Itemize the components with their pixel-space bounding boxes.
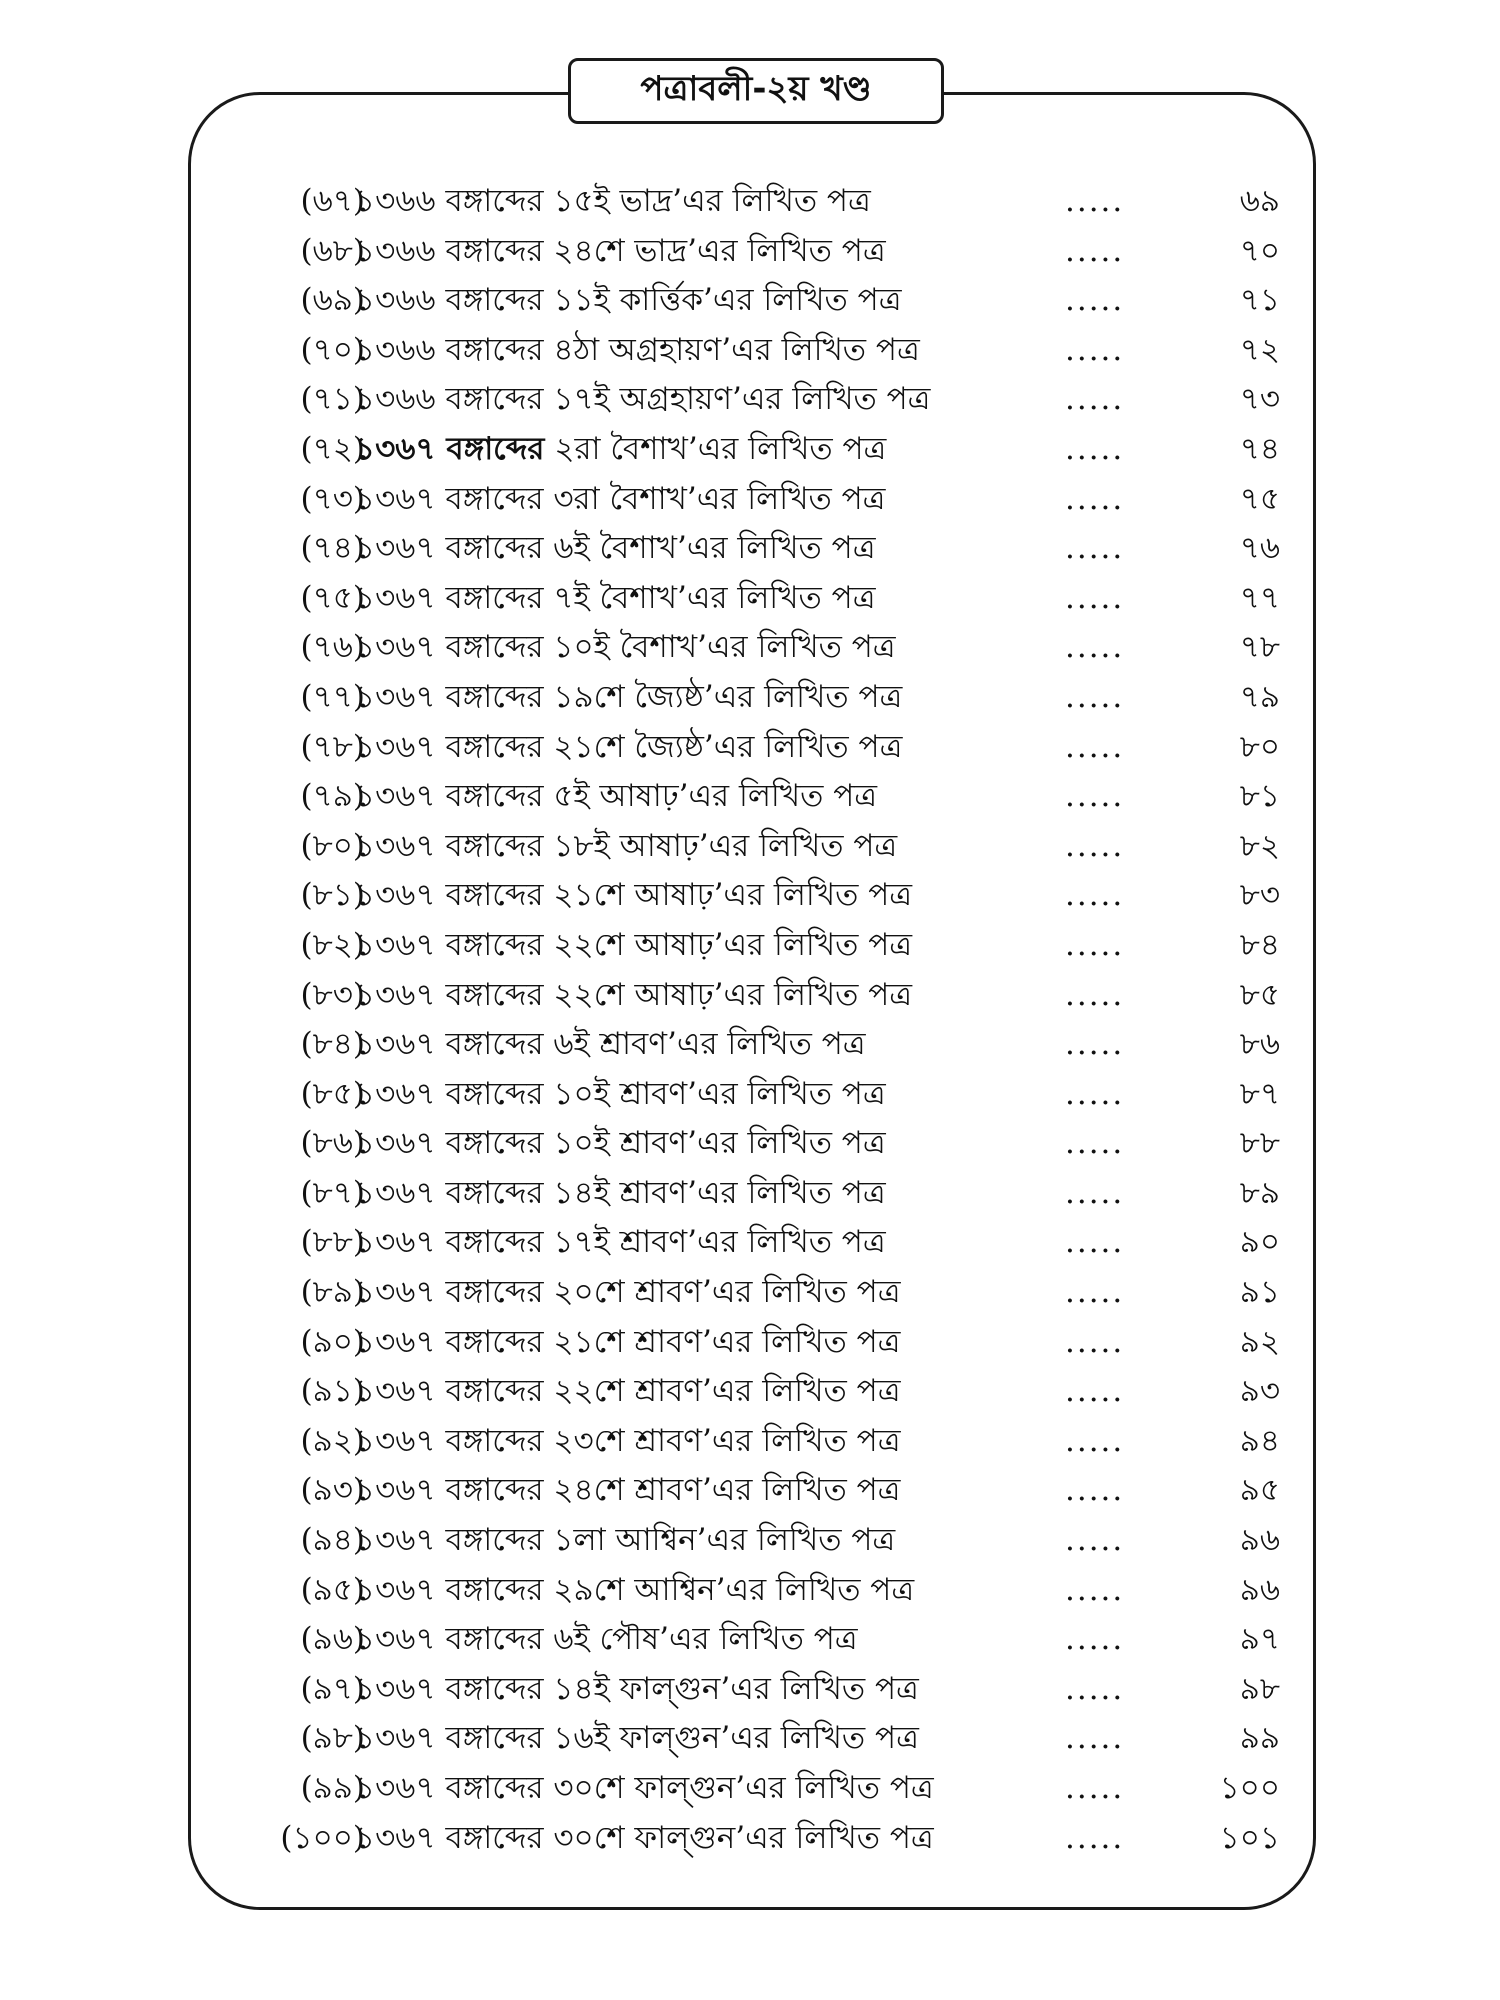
entry-year: ১৩৬৭ <box>355 1373 436 1410</box>
entry-year: ১৩৬৭ <box>355 827 436 864</box>
leader-dots: ..... <box>1065 480 1125 517</box>
entry-number: (৬৯) <box>300 282 365 319</box>
entry-description: বঙ্গাব্দের ৬ই শ্রাবণ’এর লিখিত পত্র <box>445 1026 866 1063</box>
leader-dots: ..... <box>1065 1819 1125 1856</box>
toc-entry <box>230 1119 1280 1169</box>
entry-year: ১৩৬৬ <box>355 183 436 219</box>
entry-number: (৭৯) <box>300 778 365 815</box>
leader-dots: ..... <box>1065 1125 1125 1162</box>
entry-title <box>355 1665 919 1715</box>
entry-year: ১৩৬৭ <box>355 530 436 567</box>
entry-number: (৮২) <box>300 926 365 963</box>
entry-title <box>355 1466 900 1516</box>
leader-dots: ..... <box>1065 430 1125 467</box>
entry-description: বঙ্গাব্দের ১৭ই অগ্রহায়ণ’এর লিখিত পত্র <box>445 381 931 418</box>
leader-dots: ..... <box>1065 1323 1125 1360</box>
entry-number: (৯০) <box>300 1323 365 1360</box>
page-number: ৭৫ <box>1239 480 1280 517</box>
leader-dots: ..... <box>1065 1174 1125 1211</box>
entry-description: বঙ্গাব্দের ২১শে আষাঢ়’এর লিখিত পত্র <box>445 877 913 914</box>
leader-dots: ..... <box>1065 530 1125 567</box>
entry-title <box>355 1020 866 1070</box>
toc-entry <box>230 276 1280 326</box>
entry-title <box>355 1764 934 1814</box>
entry-title <box>355 276 901 326</box>
entry-description: বঙ্গাব্দের ৩রা বৈশাখ’এর লিখিত পত্র <box>445 480 886 517</box>
leader-dots: ..... <box>1065 1224 1125 1261</box>
toc-entry <box>230 623 1280 673</box>
page-number: ৯৫ <box>1239 1472 1280 1509</box>
page-number: ৭৬ <box>1239 530 1280 567</box>
entry-year: ১৩৬৭ <box>355 976 436 1013</box>
entry-year: ১৩৬৭ <box>355 1522 436 1559</box>
entry-title <box>355 921 912 971</box>
leader-dots: ..... <box>1065 579 1125 616</box>
entry-number: (৭১) <box>300 381 365 418</box>
leader-dots: ..... <box>1065 1422 1125 1459</box>
page-number: ৮২ <box>1239 827 1280 864</box>
leader-dots: ..... <box>1065 926 1125 963</box>
entry-number: (৯৩) <box>300 1472 365 1509</box>
entry-description: বঙ্গাব্দের ১০ই বৈশাখ’এর লিখিত পত্র <box>445 629 896 666</box>
entry-title <box>355 1367 900 1417</box>
entry-number: (৭৩) <box>300 480 365 517</box>
entry-description: বঙ্গাব্দের ১০ই শ্রাবণ’এর লিখিত পত্র <box>445 1125 886 1162</box>
toc-entry <box>230 524 1280 574</box>
entry-number: (৭৮) <box>300 728 365 765</box>
entry-description: বঙ্গাব্দের ২৯শে আশ্বিন’এর লিখিত পত্র <box>445 1571 915 1608</box>
page-number: ৮১ <box>1239 778 1280 815</box>
leader-dots: ..... <box>1065 629 1125 666</box>
leader-dots: ..... <box>1065 1075 1125 1112</box>
entry-year: ১৩৬৭ বঙ্গাব্দের <box>355 430 545 467</box>
entry-title <box>355 574 875 624</box>
leader-dots: ..... <box>1065 1472 1125 1509</box>
toc-entry <box>230 1615 1280 1665</box>
leader-dots: ..... <box>1065 1026 1125 1063</box>
entry-number: (৯৪) <box>300 1522 365 1559</box>
toc-entry <box>230 1566 1280 1616</box>
entry-description: বঙ্গাব্দের ২৪শে ভাদ্র’এর লিখিত পত্র <box>445 232 886 269</box>
entry-number: (৮৫) <box>300 1075 365 1112</box>
entry-number: (৭৪) <box>300 530 365 567</box>
leader-dots: ..... <box>1065 1373 1125 1410</box>
entry-year: ১৩৬৭ <box>355 778 436 815</box>
entry-title <box>355 1417 900 1467</box>
entry-year: ১৩৬৬ <box>355 381 436 418</box>
entry-title <box>355 524 875 574</box>
page-number: ৮৫ <box>1239 976 1280 1013</box>
entry-title <box>355 971 912 1021</box>
toc-entry <box>230 375 1280 425</box>
entry-title <box>355 1218 886 1268</box>
entry-number: (১০০) <box>280 1819 365 1856</box>
entry-title <box>355 326 920 376</box>
entry-description: বঙ্গাব্দের ৪ঠা অগ্রহায়ণ’এর লিখিত পত্র <box>445 331 920 368</box>
leader-dots: ..... <box>1065 827 1125 864</box>
entry-description: বঙ্গাব্দের ১৯শে জ্যৈষ্ঠ’এর লিখিত পত্র <box>445 678 903 715</box>
entry-number: (৭২) <box>300 430 365 467</box>
entry-year: ১৩৬৭ <box>355 480 436 517</box>
toc-entry <box>230 326 1280 376</box>
entry-title <box>355 772 877 822</box>
toc-entry <box>230 475 1280 525</box>
entry-number: (৯৮) <box>300 1720 365 1757</box>
entry-title <box>355 375 930 425</box>
page-number: ১০১ <box>1219 1819 1280 1856</box>
entry-year: ১৩৬৭ <box>355 1770 436 1806</box>
entry-number: (৯৬) <box>300 1621 365 1658</box>
entry-title <box>355 475 885 525</box>
entry-description: বঙ্গাব্দের ২২শে আষাঢ়’এর লিখিত পত্র <box>445 926 913 963</box>
leader-dots: ..... <box>1065 1571 1125 1608</box>
leader-dots: ..... <box>1065 1720 1125 1757</box>
entry-year: ১৩৬৭ <box>355 1323 436 1360</box>
page-number: ৭৭ <box>1239 579 1280 616</box>
toc-entry <box>230 1417 1280 1467</box>
entry-year: ১৩৬৭ <box>355 1472 436 1509</box>
entry-number: (৯৭) <box>300 1670 365 1707</box>
entry-year: ১৩৬৬ <box>355 232 436 269</box>
page-number: ৭৮ <box>1239 629 1280 666</box>
toc-entry <box>230 1714 1280 1764</box>
entry-description: বঙ্গাব্দের ২১শে শ্রাবণ’এর লিখিত পত্র <box>445 1323 901 1360</box>
entry-title <box>355 1714 919 1764</box>
entry-title <box>355 1318 900 1368</box>
entry-title <box>355 623 896 673</box>
entry-description: বঙ্গাব্দের ১০ই শ্রাবণ’এর লিখিত পত্র <box>445 1075 886 1112</box>
leader-dots: ..... <box>1065 183 1125 219</box>
leader-dots: ..... <box>1065 1522 1125 1559</box>
toc-entry <box>230 1268 1280 1318</box>
leader-dots: ..... <box>1065 381 1125 418</box>
page-number: ৭১ <box>1239 282 1280 319</box>
entry-number: (৯৫) <box>300 1571 365 1608</box>
entry-number: (৯২) <box>300 1422 365 1459</box>
entry-description: বঙ্গাব্দের ১৪ই শ্রাবণ’এর লিখিত পত্র <box>445 1174 886 1211</box>
entry-description: বঙ্গাব্দের ২৪শে শ্রাবণ’এর লিখিত পত্র <box>445 1472 901 1509</box>
leader-dots: ..... <box>1065 778 1125 815</box>
toc-entry <box>230 723 1280 773</box>
entry-number: (৭০) <box>300 331 365 368</box>
entry-title <box>355 723 902 773</box>
toc-entry <box>230 1814 1280 1864</box>
entry-description: বঙ্গাব্দের ২০শে শ্রাবণ’এর লিখিত পত্র <box>445 1274 901 1311</box>
entry-title <box>355 822 897 872</box>
entry-description: বঙ্গাব্দের ২২শে আষাঢ়’এর লিখিত পত্র <box>445 976 913 1013</box>
toc-entry <box>230 425 1280 475</box>
page-number: ৮৬ <box>1239 1026 1280 1063</box>
leader-dots: ..... <box>1065 678 1125 715</box>
entry-title <box>355 227 886 277</box>
toc-entry <box>230 1516 1280 1566</box>
entry-number: (৮৬) <box>300 1125 365 1162</box>
toc-entry <box>230 921 1280 971</box>
entry-description: বঙ্গাব্দের ১৮ই আষাঢ়’এর লিখিত পত্র <box>445 827 898 864</box>
entry-number: (৯৯) <box>300 1770 365 1806</box>
entry-title <box>355 1268 900 1318</box>
entry-year: ১৩৬৭ <box>355 1274 436 1311</box>
entry-year: ১৩৬৭ <box>355 1720 436 1757</box>
toc-entry <box>230 772 1280 822</box>
entry-year: ১৩৬৭ <box>355 1224 436 1261</box>
page-number: ৮৩ <box>1239 877 1280 914</box>
page-number: ৭৪ <box>1239 430 1280 467</box>
page-number: ১০০ <box>1219 1770 1280 1806</box>
page-number: ৮৯ <box>1239 1174 1280 1211</box>
entry-title <box>355 673 902 723</box>
entry-description: বঙ্গাব্দের ১লা আশ্বিন’এর লিখিত পত্র <box>445 1522 896 1559</box>
entry-number: (৭৫) <box>300 579 365 616</box>
entry-year: ১৩৬৭ <box>355 629 436 666</box>
entry-number: (৭৭) <box>300 678 365 715</box>
entry-year: ১৩৬৭ <box>355 1026 436 1063</box>
entry-year: ১৩৬৭ <box>355 1125 436 1162</box>
page-number: ৯৮ <box>1239 1670 1280 1707</box>
page-number: ৭২ <box>1239 331 1280 368</box>
entry-description: বঙ্গাব্দের ১৪ই ফাল্গুন’এর লিখিত পত্র <box>445 1670 919 1707</box>
entry-title <box>355 1615 858 1665</box>
entry-description: বঙ্গাব্দের ১১ই কার্ত্তিক’এর লিখিত পত্র <box>445 282 902 319</box>
entry-description: বঙ্গাব্দের ৩০শে ফাল্গুন’এর লিখিত পত্র <box>445 1770 934 1806</box>
entry-number: (৮৭) <box>300 1174 365 1211</box>
toc-entry <box>230 1466 1280 1516</box>
entry-year: ১৩৬৬ <box>355 331 436 368</box>
page-number: ৯৯ <box>1239 1720 1280 1757</box>
page-number: ৮৮ <box>1239 1125 1280 1162</box>
page-number: ৯৩ <box>1239 1373 1280 1410</box>
entry-description: বঙ্গাব্দের ৩০শে ফাল্গুন’এর লিখিত পত্র <box>445 1819 934 1856</box>
leader-dots: ..... <box>1065 976 1125 1013</box>
entry-title <box>355 1169 886 1219</box>
entry-number: (৮০) <box>300 827 365 864</box>
entry-year: ১৩৬৬ <box>355 282 436 319</box>
leader-dots: ..... <box>1065 1621 1125 1658</box>
entry-number: (৯১) <box>300 1373 365 1410</box>
toc-entry <box>230 227 1280 277</box>
entry-number: (৭৬) <box>300 629 365 666</box>
leader-dots: ..... <box>1065 1274 1125 1311</box>
leader-dots: ..... <box>1065 728 1125 765</box>
entry-year: ১৩৬৭ <box>355 1422 436 1459</box>
entry-number: (৮৯) <box>300 1274 365 1311</box>
entry-description: ২রা বৈশাখ’এর লিখিত পত্র <box>554 430 887 467</box>
page-number: ৭৯ <box>1239 678 1280 715</box>
page-title-text: পত্রাবলী-২য় খণ্ড <box>640 68 872 109</box>
entry-description: বঙ্গাব্দের ১৫ই ভাদ্র’এর লিখিত পত্র <box>445 183 871 219</box>
page-number: ৮৪ <box>1239 926 1280 963</box>
entry-description: বঙ্গাব্দের ২১শে জ্যৈষ্ঠ’এর লিখিত পত্র <box>445 728 903 765</box>
toc-entry <box>230 574 1280 624</box>
entry-title <box>355 425 886 475</box>
page-number: ৭৩ <box>1239 381 1280 418</box>
entry-year: ১৩৬৭ <box>355 1075 436 1112</box>
toc-entry <box>230 1169 1280 1219</box>
page-number: ৮০ <box>1239 728 1280 765</box>
leader-dots: ..... <box>1065 282 1125 319</box>
entry-description: বঙ্গাব্দের ৫ই আষাঢ়’এর লিখিত পত্র <box>445 778 878 815</box>
toc-entry <box>230 177 1280 227</box>
leader-dots: ..... <box>1065 877 1125 914</box>
entry-year: ১৩৬৭ <box>355 1670 436 1707</box>
entry-description: বঙ্গাব্দের ১৬ই ফাল্গুন’এর লিখিত পত্র <box>445 1720 919 1757</box>
entry-year: ১৩৬৭ <box>355 1621 436 1658</box>
page-number: ৯৬ <box>1239 1571 1280 1608</box>
toc-entry <box>230 1020 1280 1070</box>
entry-description: বঙ্গাব্দের ২৩শে শ্রাবণ’এর লিখিত পত্র <box>445 1422 901 1459</box>
entry-year: ১৩৬৭ <box>355 728 436 765</box>
leader-dots: ..... <box>1065 331 1125 368</box>
entry-number: (৬৭) <box>300 183 365 219</box>
page-number: ৬৯ <box>1239 183 1280 219</box>
entry-description: বঙ্গাব্দের ২২শে শ্রাবণ’এর লিখিত পত্র <box>445 1373 901 1410</box>
entry-title <box>355 1119 886 1169</box>
page-number: ৯৬ <box>1239 1522 1280 1559</box>
toc-entry <box>230 871 1280 921</box>
page-number: ৯৭ <box>1239 1621 1280 1658</box>
page-number: ৯১ <box>1239 1274 1280 1311</box>
table-of-contents <box>230 177 1280 1863</box>
entry-year: ১৩৬৭ <box>355 1819 436 1856</box>
entry-year: ১৩৬৭ <box>355 926 436 963</box>
entry-number: (৮৮) <box>300 1224 365 1261</box>
entry-title <box>355 1566 914 1616</box>
entry-description: বঙ্গাব্দের ৬ই পৌষ’এর লিখিত পত্র <box>445 1621 858 1658</box>
entry-number: (৮৪) <box>300 1026 365 1063</box>
entry-number: (৮১) <box>300 877 365 914</box>
leader-dots: ..... <box>1065 1670 1125 1707</box>
entry-title <box>355 177 871 227</box>
entry-number: (৬৮) <box>300 232 365 269</box>
leader-dots: ..... <box>1065 232 1125 269</box>
entry-title <box>355 1070 886 1120</box>
entry-description: বঙ্গাব্দের ৬ই বৈশাখ’এর লিখিত পত্র <box>445 530 876 567</box>
page-number: ৮৭ <box>1239 1075 1280 1112</box>
toc-entry <box>230 822 1280 872</box>
toc-entry <box>230 673 1280 723</box>
entry-year: ১৩৬৭ <box>355 579 436 616</box>
toc-entry <box>230 1764 1280 1814</box>
page-number: ৯৪ <box>1239 1422 1280 1459</box>
page-number: ৯২ <box>1239 1323 1280 1360</box>
page-title <box>568 58 944 124</box>
entry-title <box>355 871 912 921</box>
entry-description: বঙ্গাব্দের ৭ই বৈশাখ’এর লিখিত পত্র <box>445 579 876 616</box>
toc-entry <box>230 1318 1280 1368</box>
entry-year: ১৩৬৭ <box>355 877 436 914</box>
entry-year: ১৩৬৭ <box>355 1174 436 1211</box>
entry-title <box>355 1814 934 1864</box>
toc-entry <box>230 1367 1280 1417</box>
toc-entry <box>230 1665 1280 1715</box>
entry-number: (৮৩) <box>300 976 365 1013</box>
entry-description: বঙ্গাব্দের ১৭ই শ্রাবণ’এর লিখিত পত্র <box>445 1224 886 1261</box>
page-number: ৭০ <box>1239 232 1280 269</box>
toc-entry <box>230 1070 1280 1120</box>
toc-entry <box>230 1218 1280 1268</box>
toc-entry <box>230 971 1280 1021</box>
entry-year: ১৩৬৭ <box>355 678 436 715</box>
page-number: ৯০ <box>1239 1224 1280 1261</box>
entry-year: ১৩৬৭ <box>355 1571 436 1608</box>
entry-title <box>355 1516 895 1566</box>
leader-dots: ..... <box>1065 1770 1125 1806</box>
